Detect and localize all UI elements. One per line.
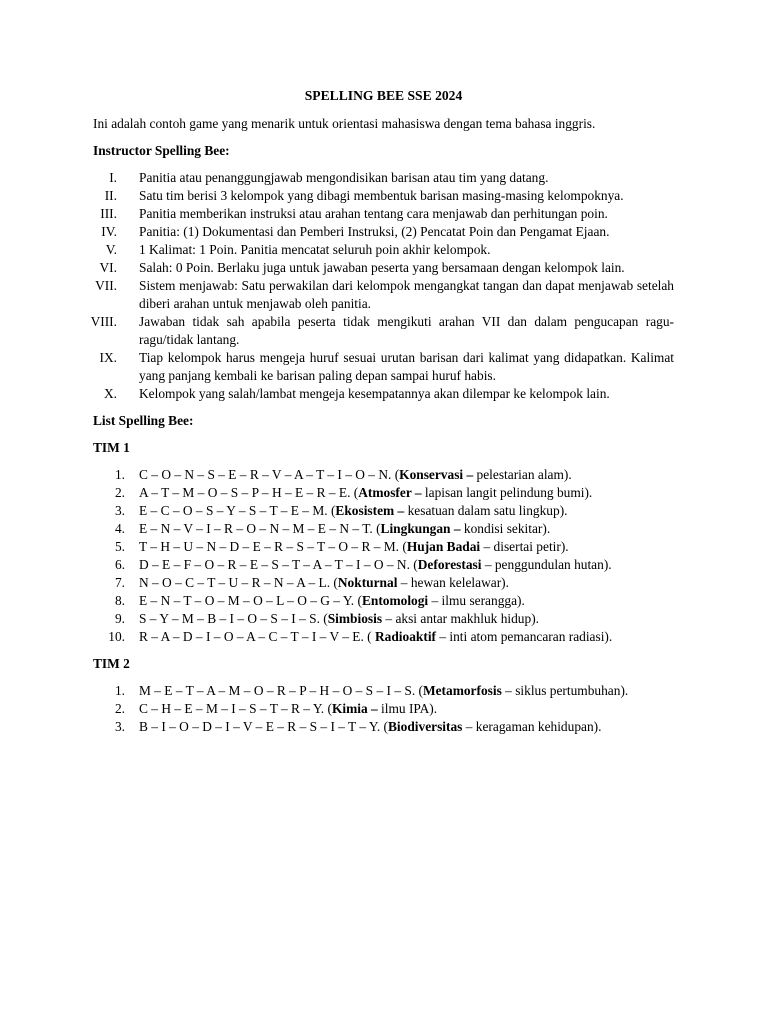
meaning-text: kondisi sekitar). xyxy=(460,521,551,536)
team-1-heading: TIM 1 xyxy=(93,440,130,455)
list-marker: 7. xyxy=(114,575,125,590)
list-item xyxy=(93,502,674,520)
rule-text: 1 Kalimat: 1 Poin. Panitia mencatat seluruh poin akhir kelompok. xyxy=(139,242,491,257)
list-marker: VIII. xyxy=(90,314,117,329)
list-item xyxy=(93,628,674,646)
list-item xyxy=(93,241,674,259)
spelling-text: E – C – O – S – Y – S – T – E – M. ( xyxy=(139,503,336,518)
list-item xyxy=(93,700,674,718)
rule-text: Kelompok yang salah/lambat mengeja kesempatannya akan dilempar ke kelompok lain. xyxy=(139,386,610,401)
meaning-text: – disertai petir). xyxy=(480,539,569,554)
meaning-text: – penggundulan hutan). xyxy=(481,557,612,572)
list-marker: IX. xyxy=(99,350,117,365)
term-text: Konservasi – xyxy=(399,467,474,482)
spelling-text: C – H – E – M – I – S – T – R – Y. ( xyxy=(139,701,332,716)
spelling-text: B – I – O – D – I – V – E – R – S – I – T – Y. ( xyxy=(139,719,388,734)
list-item xyxy=(93,223,674,241)
meaning-text: – hewan kelelawar). xyxy=(397,575,509,590)
list-marker: 5. xyxy=(114,539,125,554)
term-text: Nokturnal xyxy=(337,575,398,590)
list-heading: List Spelling Bee: xyxy=(93,413,194,428)
team-1-list xyxy=(93,466,674,646)
list-item xyxy=(93,538,674,556)
term-text: Deforestasi xyxy=(417,557,482,572)
list-marker: I. xyxy=(109,170,117,185)
list-item xyxy=(93,385,674,403)
instructor-heading: Instructor Spelling Bee: xyxy=(93,143,230,158)
list-item xyxy=(93,592,674,610)
term-text: Ekosistem – xyxy=(335,503,405,518)
document-page xyxy=(90,87,674,745)
page-title: SPELLING BEE SSE 2024 xyxy=(304,88,463,103)
list-item xyxy=(93,187,674,205)
term-text: Radioaktif xyxy=(374,629,436,644)
list-item xyxy=(93,277,674,313)
list-marker: X. xyxy=(103,386,117,401)
term-text: Kimia – xyxy=(331,701,378,716)
list-item xyxy=(93,484,674,502)
term-text: Biodiversitas xyxy=(388,719,463,734)
term-text: Metamorfosis xyxy=(422,683,502,698)
meaning-text: – aksi antar makhluk hidup). xyxy=(382,611,539,626)
meaning-text: – keragaman kehidupan). xyxy=(462,719,602,734)
term-text: Hujan Badai xyxy=(406,539,481,554)
list-item xyxy=(93,610,674,628)
list-marker: 4. xyxy=(114,521,125,536)
meaning-text: – inti atom pemancaran radiasi). xyxy=(436,629,613,644)
rule-text: Satu tim berisi 3 kelompok yang dibagi membentuk barisan masing-masing kelompoknya. xyxy=(139,188,624,203)
term-text: Atmosfer – xyxy=(358,485,422,500)
list-marker: 6. xyxy=(114,557,125,572)
spelling-text: C – O – N – S – E – R – V – A – T – I – O – N. ( xyxy=(139,467,400,482)
list-marker: 3. xyxy=(114,503,125,518)
spelling-text: M – E – T – A – M – O – R – P – H – O – S – I – S. ( xyxy=(139,683,423,698)
spelling-text: E – N – V – I – R – O – N – M – E – N – T. ( xyxy=(139,521,381,536)
term-text: Lingkungan – xyxy=(380,521,461,536)
meaning-text: – ilmu serangga). xyxy=(428,593,525,608)
list-marker: VI. xyxy=(99,260,117,275)
list-marker: 3. xyxy=(114,719,125,734)
list-item xyxy=(93,466,674,484)
list-marker: 2. xyxy=(114,485,125,500)
rule-text: Panitia: (1) Dokumentasi dan Pemberi Instruksi, (2) Pencatat Poin dan Pengamat Ejaan. xyxy=(139,224,610,239)
list-marker: 9. xyxy=(114,611,125,626)
list-item xyxy=(93,169,674,187)
spelling-text: S – Y – M – B – I – O – S – I – S. ( xyxy=(139,611,328,626)
rule-text: Jawaban tidak sah apabila peserta tidak mengikuti arahan VII dan dalam pengucapan ragu-ragu/tidak lantang. xyxy=(139,314,674,347)
spelling-text: T – H – U – N – D – E – R – S – T – O – R – M. ( xyxy=(139,539,407,554)
spelling-text: N – O – C – T – U – R – N – A – L. ( xyxy=(139,575,338,590)
list-item xyxy=(93,349,674,385)
list-marker: VII. xyxy=(95,278,117,293)
rules-list xyxy=(90,169,674,403)
spelling-text: R – A – D – I – O – A – C – T – I – V – E. ( xyxy=(139,629,375,644)
list-marker: V. xyxy=(105,242,117,257)
meaning-text: lapisan langit pelindung bumi). xyxy=(421,485,593,500)
list-item xyxy=(93,682,674,700)
list-marker: IV. xyxy=(101,224,117,239)
team-2-heading: TIM 2 xyxy=(93,656,130,671)
rule-text: Tiap kelompok harus mengeja huruf sesuai urutan barisan dari kalimat yang didapatkan. Kalimat yang panjang kembali ke barisan paling depan sampai huruf habis. xyxy=(139,350,674,383)
list-marker: 1. xyxy=(114,683,125,698)
list-item xyxy=(93,205,674,223)
rule-text: Panitia atau penanggungjawab mengondisikan barisan atau tim yang datang. xyxy=(139,170,549,185)
list-marker: 1. xyxy=(114,467,125,482)
meaning-text: kesatuan dalam satu lingkup). xyxy=(404,503,568,518)
rule-text: Salah: 0 Poin. Berlaku juga untuk jawaban peserta yang bersamaan dengan kelompok lain. xyxy=(139,260,625,275)
list-item xyxy=(90,313,674,349)
list-item xyxy=(93,574,674,592)
meaning-text: pelestarian alam). xyxy=(473,467,572,482)
list-item xyxy=(93,718,674,736)
list-item xyxy=(93,556,674,574)
list-item xyxy=(93,259,674,277)
term-text: Simbiosis xyxy=(327,611,383,626)
list-item xyxy=(93,520,674,538)
meaning-text: – siklus pertumbuhan). xyxy=(501,683,629,698)
term-text: Entomologi xyxy=(361,593,429,608)
team-2-list xyxy=(93,682,674,736)
spelling-text: A – T – M – O – S – P – H – E – R – E. ( xyxy=(139,485,359,500)
list-marker: 2. xyxy=(114,701,125,716)
spelling-text: E – N – T – O – M – O – L – O – G – Y. ( xyxy=(139,593,362,608)
meaning-text: ilmu IPA). xyxy=(377,701,438,716)
list-marker: 8. xyxy=(114,593,125,608)
list-marker: II. xyxy=(104,188,117,203)
intro-paragraph: Ini adalah contoh game yang menarik untuk orientasi mahasiswa dengan tema bahasa inggris. xyxy=(93,116,596,131)
rule-text: Sistem menjawab: Satu perwakilan dari kelompok mengangkat tangan dan dapat menjawab setelah diberi arahan untuk menjawab oleh panitia. xyxy=(139,278,674,311)
spelling-text: D – E – F – O – R – E – S – T – A – T – I – O – N. ( xyxy=(139,557,418,572)
list-marker: III. xyxy=(100,206,117,221)
list-marker: 10. xyxy=(108,629,125,644)
rule-text: Panitia memberikan instruksi atau arahan tentang cara menjawab dan perhitungan poin. xyxy=(139,206,608,221)
